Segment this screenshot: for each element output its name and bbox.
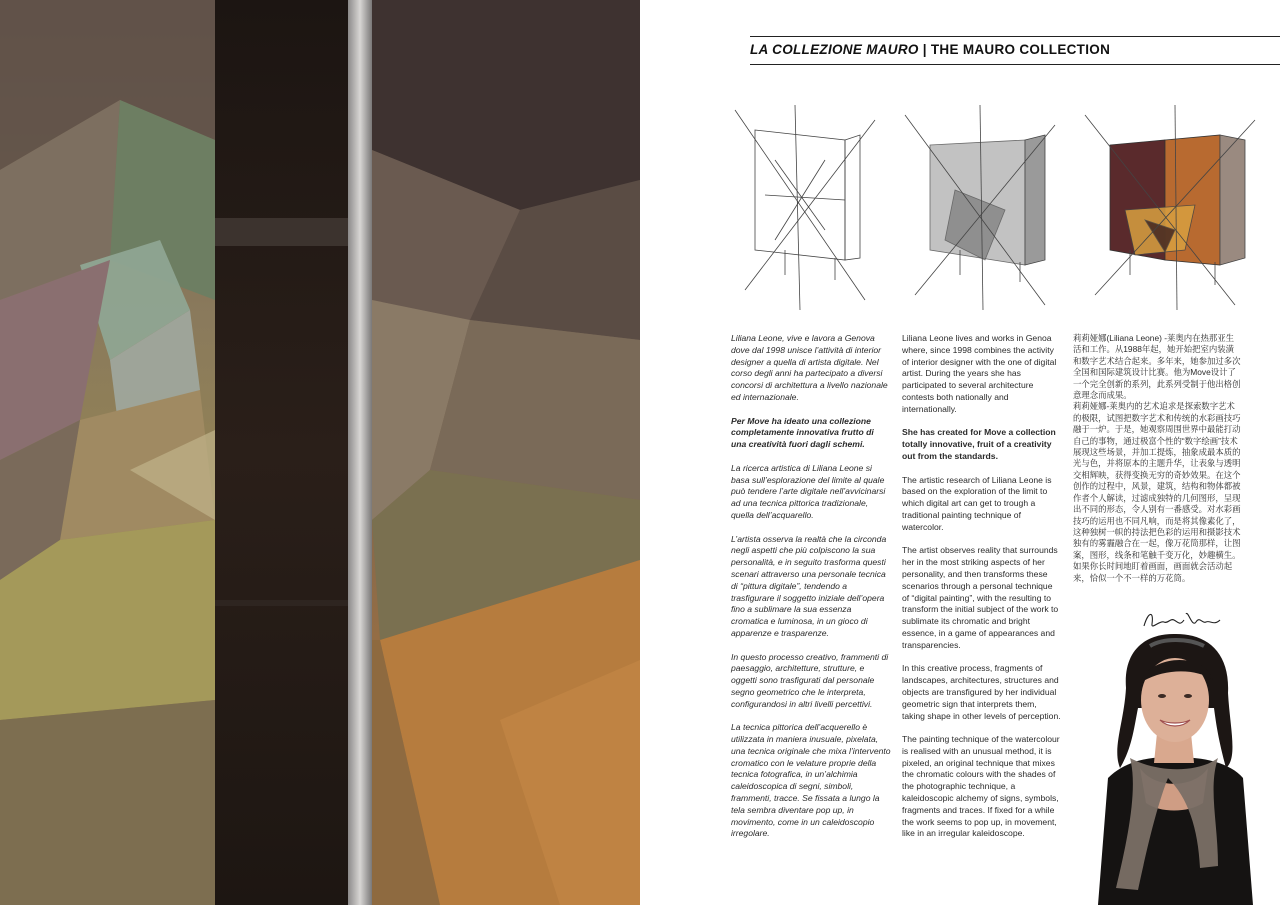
italian-paragraph-4: L’artista osserva la realtà che la circonda negli aspetti che più colpiscono la sua personalità, e in seguito trasforma questi scenari attraverso una personale tecnica di “pittura digitale”, tendendo a trasfigurare il soggetto iniziale dell’opera fino a sublimare la sua essenza cromatica e luminosa, in un gioco di apparenze e trasparenze. bbox=[731, 533, 887, 638]
english-paragraph-2: She has created for Move a collection totally innovative, fruit of a creativity out from the standards. bbox=[902, 427, 1056, 461]
artist-portrait bbox=[1068, 628, 1280, 905]
title-english: THE MAURO COLLECTION bbox=[930, 42, 1111, 57]
english-paragraph-6: The painting technique of the watercolour is realised with an unusual method, it is pixeled, an original technique that mixes the chromatic colours with the shades of the photographic technique, a kaleidoscopic alchemy of signs, symbols, fragments and traces. If fixed for a while the work seems to pop up, in movement, like in an irregular kaleidoscope. bbox=[902, 734, 1060, 839]
english-paragraph-1: Liliana Leone lives and works in Genoa where, since 1998 combines the activity of interior designer with the one of digital artist. During the years she has participated to several architecture contests both nationally and internationally. bbox=[902, 333, 1057, 414]
sketch-line-drawing bbox=[735, 105, 875, 310]
english-paragraph-3: The artistic research of Liliana Leone is based on the exploration of the limit to which digital art can get to trough a traditional painting technique of watercolor. bbox=[902, 474, 1052, 532]
header-rule-bottom bbox=[750, 64, 1280, 65]
italian-paragraph-1: Liliana Leone, vive e lavora a Genova dove dal 1998 unisce l’attività di interior designer a quella di artista digitale. Nel corso degli anni ha partecipato a diversi concorsi di architettura a livello nazionale ed internazionale. bbox=[731, 333, 888, 402]
title-italian: LA COLLEZIONE MAURO bbox=[750, 42, 919, 57]
english-paragraph-4: The artist observes reality that surrounds her in the most striking aspects of her personality, and then transforms these scenarios through a personal technique of “digital painting”, with the resulting to transform the initial subject of the work to sublimate its chromatic and bright essence, in a game of appearances and transparencies. bbox=[902, 545, 1059, 650]
chinese-paragraph-1: 莉莉娅娜(Liliana Leone) -莱奥内在热那亚生活和工作。从1988年起，她开始把室内装潢和数字艺术结合起来。多年来，她参加过多次全国和国际建筑设计比赛。他为Move设计了一个完全创新的系列，此系列受制于他出格创意理念而成果。 bbox=[1073, 333, 1241, 401]
title-separator: | bbox=[918, 42, 931, 57]
text-page bbox=[640, 0, 1280, 905]
english-column bbox=[902, 333, 1062, 852]
italian-paragraph-2: Per Move ha ideato una collezione completamente innovativa frutto di una creatività fuori dagli schemi. bbox=[731, 415, 874, 450]
header-rule-top bbox=[750, 36, 1280, 37]
english-paragraph-5: In this creative process, fragments of landscapes, architectures, structures and objects are transfigured by her individual geometric sign that interprets them, taking shape in other levels of perception. bbox=[902, 663, 1061, 721]
italian-column bbox=[731, 333, 891, 852]
chinese-column bbox=[1073, 333, 1241, 596]
italian-paragraph-3: La ricerca artistica di Liliana Leone si basa sull’esplorazione del limite al quale può tendere l’arte digitale nell’avvicinarsi ad una tecnica pittorica tradizionale, quella dell’acquarello. bbox=[731, 462, 886, 520]
page-title bbox=[750, 42, 1110, 57]
chinese-paragraph-2: 莉莉娅娜-莱奥内的艺术追求是探索数字艺术的极限，试图把数字艺术和传统的水彩画技巧融于一炉。于是，她观察周围世界中最能打动自己的事物，通过极富个性的“数字绘画”技术展现这些场景，并加工提炼，抽象成最本质的光与色，并将原本的主题升华，让表象与透明交相辉映，获得变换无穷的奇妙效果。在这个创作的过程中，风景，建筑，结构和物体都被作者个人解读，过滤成独特的几何图形，呈现出不同的形态，令人别有一番感受。对水彩画技巧的运用也不同凡响，而是将其像素化了，这种独树一帜的持法把色彩的运用和摄影技术独有的雾霾融合在一起，像万花筒那样，让图案，图形，线条和笔触千变万化，妙趣横生。如果你长时间地盯着画面，画面就会活动起来，恰似一个不一样的万花筒。 bbox=[1073, 401, 1241, 583]
sketch-color-wash bbox=[1085, 105, 1255, 310]
italian-paragraph-5: In questo processo creativo, frammenti di paesaggio, architetture, strutture, e oggetti sono trasfigurati dal personale segno geometrico che le interpreta, configurandosi in altri livelli percettivi. bbox=[731, 651, 889, 709]
furniture-sketches bbox=[725, 100, 1280, 315]
sketch-grey-wash bbox=[905, 105, 1055, 310]
italian-paragraph-6: La tecnica pittorica dell’acquerello è utilizzata in maniera inusuale, pixelata, una tecnica originale che mixa l’intervento cromatico con le velature proprie della tecnica fotografica, in un’alchimia caleidoscopica di segni, simboli, frammenti, tracce. Se fissata a lungo la tela sembra diventare pop up, in movimento, come in un caleidoscopio irregolare. bbox=[731, 722, 891, 839]
